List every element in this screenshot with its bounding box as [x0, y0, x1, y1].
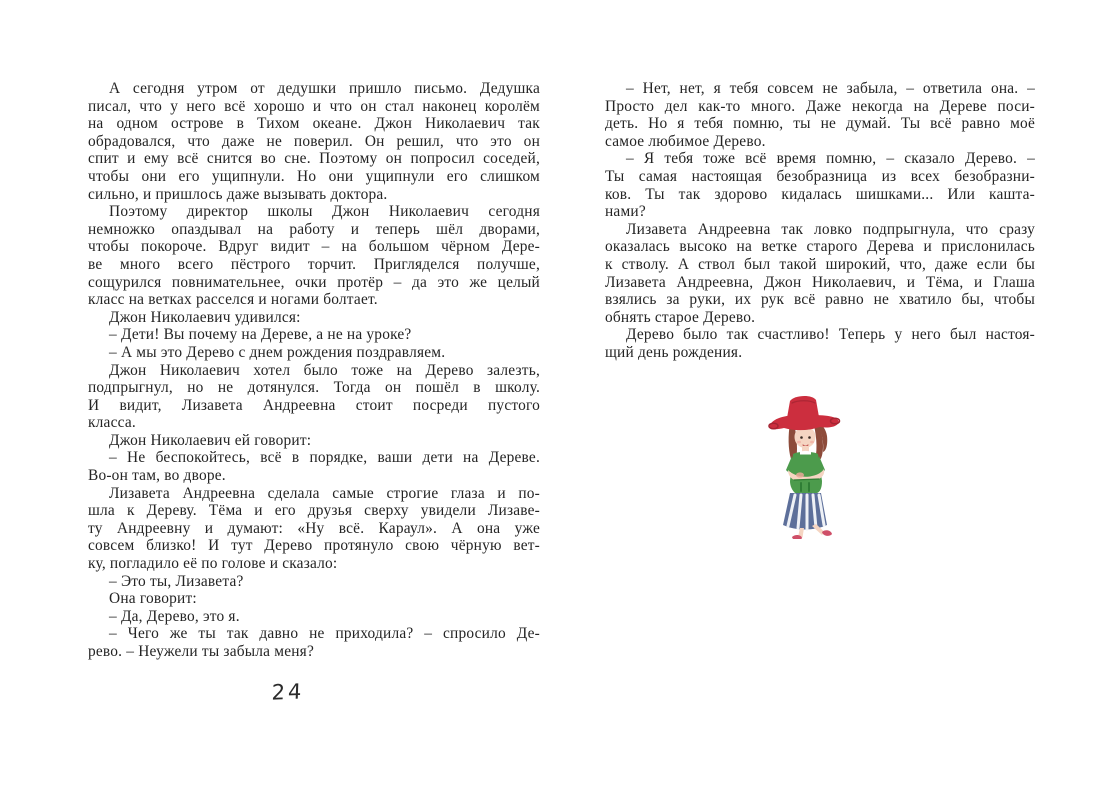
- text-line: обрадовался, что даже не поверил. Он решил, что это он: [88, 132, 540, 150]
- text-line: Она говорит:: [109, 590, 197, 608]
- girl-shirt: [786, 451, 825, 493]
- page-number: 24: [271, 679, 305, 705]
- text-line: – Дети! Вы почему на Дереве, а не на уроке?: [109, 326, 412, 344]
- girl-collar: [800, 451, 811, 455]
- text-line: нами?: [605, 203, 646, 221]
- text-line: – Я тебя тоже всё время помню, – сказало Дерево. –: [626, 150, 1035, 168]
- paragraph: [88, 625, 540, 660]
- right-page-text: [605, 80, 1035, 362]
- girl-shoes: [792, 530, 832, 539]
- left-page-text: [88, 80, 540, 661]
- paragraph: [88, 432, 540, 450]
- paragraph: [88, 309, 540, 327]
- text-line: деть. Но я тебя помню, ты не думай. Ты всё равно моё: [605, 115, 1035, 133]
- paragraph: [88, 449, 540, 484]
- text-line: – Чего же ты так давно не приходила? – спросило Де-: [109, 625, 540, 643]
- text-line: рево. – Неужели ты забыла меня?: [88, 643, 314, 660]
- paragraph: [88, 573, 540, 591]
- text-line: немножко опаздывал на работу и теперь шёл дворами,: [88, 220, 540, 238]
- text-line: подпрыгнул, но не дотянулся. Тогда он пошёл в школу.: [88, 379, 540, 397]
- paragraph: [88, 608, 540, 626]
- text-line: ков. Ты так здорово кидалась шишками... Или кашта-: [605, 185, 1035, 203]
- text-line: ту Андреевну и думают: «Ну всё. Караул». А она уже: [88, 519, 540, 537]
- text-line: – Это ты, Лизавета?: [109, 572, 244, 590]
- text-line: Лизавета Андреевна, Джон Николаевич, и Тёма, и Глаша: [605, 273, 1035, 291]
- paragraph: [605, 80, 1035, 150]
- girl-blush: [810, 441, 814, 444]
- text-line: сощурился повнимательнее, очки протёр – да это же целый: [88, 273, 540, 291]
- paragraph: [88, 362, 540, 432]
- text-line: шла к Дереву. Тёма и его друзья сверху увидели Лизаве-: [88, 502, 540, 520]
- paragraph: [88, 203, 540, 309]
- text-line: Джон Николаевич удивился:: [109, 308, 301, 326]
- text-line: Лизавета Андреевна сделала самые строгие глаза и по-: [109, 484, 540, 502]
- paragraph: [88, 326, 540, 344]
- paragraph: [605, 326, 1035, 361]
- paragraph: [88, 590, 540, 608]
- girl-eye: [800, 436, 803, 439]
- text-line: Лизавета Андреевна так ловко подпрыгнула, что сразу: [626, 220, 1035, 238]
- girl-hand: [796, 472, 804, 477]
- girl-skirt: [783, 493, 827, 530]
- text-line: Ты самая настоящая безобразница из всех безобразни-: [605, 167, 1035, 185]
- text-line: спит и ему всё снится во сне. Поэтому он попросил соседей,: [88, 150, 540, 168]
- girl-eye: [808, 436, 811, 439]
- girl-hat-brim: [770, 415, 839, 430]
- text-line: – А мы это Дерево с днем рождения поздравляем.: [109, 343, 446, 361]
- paragraph: [88, 485, 540, 573]
- girl-blush: [797, 441, 801, 444]
- text-line: щий день рождения.: [605, 343, 743, 361]
- girl-illustration: [762, 391, 850, 539]
- text-line: класс на ветках расселся и ногами болтает.: [88, 291, 378, 309]
- girl-shoe: [822, 530, 832, 536]
- text-line: – Да, Дерево, это я.: [109, 607, 240, 625]
- text-line: сильно, и пришлось даже вызывать доктора.: [88, 185, 388, 203]
- text-line: совсем близко! И тут Дерево протянуло свою чёрную вет-: [88, 537, 540, 555]
- text-line: класса.: [88, 414, 136, 432]
- text-line: Дерево было так счастливо! Теперь у него был настоя-: [626, 326, 1035, 344]
- text-line: Джон Николаевич ей говорит:: [109, 431, 312, 449]
- text-line: на одном острове в Тихом океане. Джон Николаевич так: [88, 115, 540, 133]
- text-line: чтобы покороче. Вдруг видит – на большом чёрном Дере-: [88, 238, 540, 256]
- text-line: обнять старое Дерево.: [605, 308, 756, 326]
- girl-shirt-body: [790, 452, 822, 493]
- paragraph: [88, 344, 540, 362]
- text-line: оказалась высоко на ветке старого Дерева и прислонилась: [605, 238, 1035, 256]
- text-line: писал, что у него всё хорошо и что он стал наконец королём: [88, 97, 540, 115]
- text-line: чтобы они его ущипнули. Но они ущипнули его слишком: [88, 167, 540, 185]
- text-line: самое любимое Дерево.: [605, 132, 766, 150]
- text-line: – Нет, нет, я тебя совсем не забыла, – ответила она. –: [626, 80, 1035, 97]
- paragraph: [605, 150, 1035, 220]
- text-line: – Не беспокойтесь, всё в порядке, ваши дети на Дереве.: [109, 449, 540, 467]
- text-line: Во-он там, во дворе.: [88, 467, 226, 485]
- girl-hat: [769, 396, 840, 430]
- text-line: Джон Николаевич хотел было тоже на Дерево залезть,: [109, 361, 540, 379]
- text-line: Поэтому директор школы Джон Николаевич сегодня: [109, 203, 540, 221]
- text-line: ве много всего пёстрого торчит. Пригляделся получше,: [88, 255, 540, 273]
- text-line: к стволу. А ствол был такой широкий, что, даже если бы: [605, 255, 1035, 273]
- text-line: взялись за руки, их рук всё равно не хватило бы, чтобы: [605, 291, 1035, 309]
- text-line: ку, погладило её по голове и сказало:: [88, 555, 338, 573]
- paragraph: [605, 221, 1035, 327]
- paragraph: [88, 80, 540, 203]
- text-line: А сегодня утром от дедушки пришло письмо. Дедушка: [109, 80, 540, 97]
- text-line: И видит, Лизавета Андреевна стоит посреди пустого: [88, 396, 540, 414]
- text-line: Просто дел как-то много. Даже некогда на Дереве поси-: [605, 97, 1035, 115]
